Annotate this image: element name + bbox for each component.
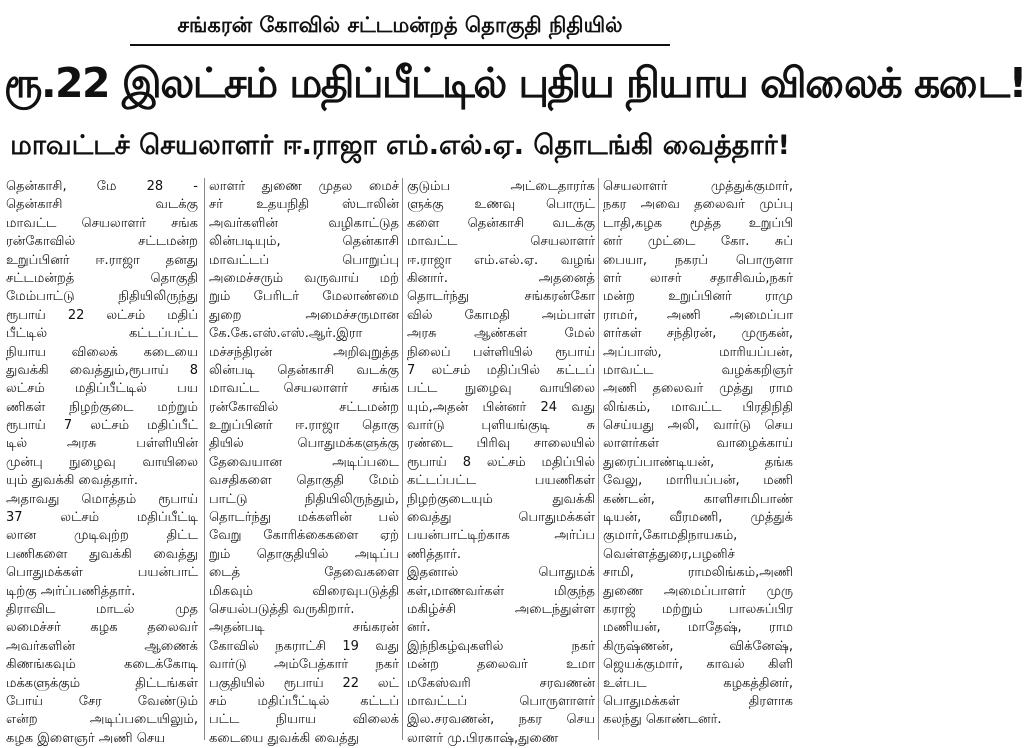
- text-line: பையா, நகரப் பொருளா: [603, 252, 793, 268]
- text-line: தொடர்ந்து சங்கரன்கோ: [407, 289, 595, 305]
- text-line: ராமர், அணி அமைப்பா: [603, 307, 793, 323]
- text-line: இல.சரவணன், நகர செய: [407, 712, 595, 728]
- text-line: மகேஸ்வரி சரவணன்: [407, 675, 595, 691]
- text-line: பீட்டில் கட்டப்பட்ட: [6, 326, 198, 342]
- text-line: குடும்ப அட்டைதாரர்க: [407, 179, 595, 194]
- text-line: ணிகள் நிழற்குடை மற்றும்: [6, 399, 198, 415]
- text-line: பொதுமக்கள் திரளாக: [603, 693, 793, 709]
- text-line: அதன்படி சங்கரன்: [209, 620, 399, 636]
- text-line: வார்டு புளியங்குடி சு: [407, 418, 595, 434]
- text-line: வார்டு அம்பேத்கார் நகர்: [209, 657, 399, 673]
- text-line: மன்ற தலைவர் உமா: [407, 657, 595, 673]
- text-line: கலந்து கொண்டனர்.: [603, 712, 722, 728]
- text-line: மாவட்ட வழக்கறிஞர்: [603, 362, 793, 378]
- text-line: தொடர்ந்து மக்களின் பல்: [209, 510, 399, 526]
- text-line: மாவட்ட செயலாளர் சங்க: [209, 381, 399, 397]
- text-line: கோவில் நகராட்சி 19 வது: [209, 638, 399, 654]
- text-line: நிலைப் பள்ளியில் ரூபாய்: [407, 344, 595, 360]
- text-line: லாளர்கள் வாழைக்காய்: [603, 436, 793, 452]
- text-line: துவக்கி வைத்தும்,ரூபாய் 8: [6, 362, 198, 378]
- text-line: இதனால் பொதுமக்: [407, 565, 595, 581]
- article-column-1: [6, 178, 198, 746]
- text-line: பொதுமக்கள் பயன்பாட்: [6, 565, 198, 581]
- text-line: லமைச்சர் கழக தலைவர்: [6, 620, 198, 636]
- text-line: 37 லட்சம் மதிப்பீட்டி: [6, 510, 198, 526]
- text-line: செயலாளர் முத்துக்குமார்,: [603, 179, 793, 194]
- text-line: அமைச்சரும் வருவாய் மற்: [209, 270, 399, 286]
- text-line: றும் பேரிடர் மேலாண்மை: [209, 289, 399, 305]
- text-line: துறை அமைச்சருமான: [209, 307, 399, 323]
- kicker-line: சங்கரன் கோவில் சட்டமன்றத் தொகுதி நிதியில்: [177, 13, 623, 37]
- text-line: கிணங்கவும் கடைக்கோடி: [6, 657, 198, 673]
- text-line: அவர்களின் ஆணைக்: [6, 638, 198, 654]
- text-line: னர்.: [407, 620, 431, 636]
- text-line: றும் தொகுதியில் அடிப்ப: [209, 546, 399, 562]
- text-line: போய் சேர வேண்டும்: [6, 693, 198, 709]
- text-line: பட்ட நுழைவு வாயிலை: [407, 381, 595, 397]
- text-line: டைத் தேவைகளை: [209, 565, 399, 581]
- text-line: செய்யது அலி, வார்டு செய: [603, 418, 793, 434]
- subheadline: மாவட்டச் செயலாளர் ஈ.ராஜா எம்.எல்.ஏ. தொடங்கி வைத்தார்!: [10, 130, 790, 161]
- kicker-underline: [130, 44, 670, 46]
- headline: ரூ.22 இலட்சம் மதிப்பீட்டில் புதிய நியாய விலைக் கடை!: [4, 59, 1026, 107]
- text-line: இந்நிகழ்வுகளில் நகர்: [407, 638, 595, 654]
- text-line: சம் மதிப்பீட்டில் கட்டப்: [209, 693, 399, 709]
- text-line: னர் முட்டை கோ. சுப்: [603, 234, 793, 250]
- text-line: கள்,மாணவர்கள் மிகுந்த: [407, 583, 595, 599]
- text-line: வசதிகளை தொகுதி மேம்: [209, 473, 399, 489]
- text-line: அப்பாஸ், மாரியப்பன்,: [603, 344, 793, 360]
- text-line: தியில் பொதுமக்களுக்கு: [209, 436, 399, 452]
- text-line: கினார். அதனைத்: [407, 270, 595, 286]
- text-line: மேம்பாட்டு நிதியிலிருந்து: [6, 289, 198, 305]
- text-line: ணித்தார்.: [407, 546, 461, 562]
- text-line: உறுப்பினர் ஈ.ராஜா தொகு: [209, 418, 399, 434]
- text-line: ஜெயக்குமார், காவல் கிளி: [603, 657, 793, 673]
- text-line: துணை அமைப்பாளர் முரு: [603, 583, 793, 599]
- text-line: வைத்து பொதுமக்கள்: [407, 510, 595, 526]
- text-line: வேலு, மாரியப்பன், மணி: [603, 473, 793, 489]
- text-line: யும்,அதன் பின்னர் 24 வது: [407, 399, 595, 415]
- text-line: மன்ற உறுப்பினர் ராமு: [603, 289, 793, 305]
- text-line: வேறு கோரிக்கைகளை ஏற்: [209, 528, 399, 544]
- text-line: டியன், வீரமணி, முத்துக்: [603, 510, 793, 526]
- text-line: பாட்டு நிதியிலிருந்தும்,: [209, 491, 399, 507]
- article-column-2: [209, 178, 399, 746]
- text-line: களை தென்காசி வடக்கு: [407, 215, 595, 231]
- text-line: ரூபாய் 22 லட்சம் மதிப்: [6, 307, 198, 323]
- text-line: செயல்படுத்தி வருகிறார்.: [209, 601, 355, 617]
- text-line: திராவிட மாடல் முத: [6, 601, 198, 617]
- text-line: ளர்கள் சந்திரன், முருகன்,: [603, 326, 793, 342]
- article-column-4: [603, 178, 793, 742]
- text-line: கடையை துவக்கி வைத்து: [209, 730, 359, 746]
- text-line: கழக இளைஞர் அணி செய: [6, 730, 166, 746]
- text-line: மகிழ்ச்சி அடைந்துள்ள: [407, 601, 595, 617]
- text-line: நியாய விலைக் கடையை: [6, 344, 198, 360]
- text-line: அவர்களின் வழிகாட்டுத: [209, 215, 399, 231]
- text-line: முன்பு நுழைவு வாயிலை: [6, 454, 198, 470]
- text-line: லாளர் துணை முதல மைச்: [209, 179, 399, 194]
- text-line: பகுதியில் ரூபாய் 22 லட்: [209, 675, 399, 691]
- text-line: டில் அரசு பள்ளியின்: [6, 436, 198, 452]
- text-line: மணியன், மாதேஷ், ராம: [603, 620, 793, 636]
- text-line: அதாவது மொத்தம் ரூபாய்: [6, 491, 198, 507]
- text-line: லின்படி தென்காசி வடக்கு: [209, 362, 399, 378]
- text-line: கராஜ் மற்றும் பாலசுப்பிர: [603, 601, 793, 617]
- text-line: லிங்கம், மாவட்ட பிரதிநிதி: [603, 399, 793, 415]
- text-line: லட்சம் மதிப்பீட்டில் பய: [6, 381, 198, 397]
- text-line: யும் துவக்கி வைத்தார்.: [6, 473, 138, 489]
- text-line: தேவையான அடிப்படை: [209, 454, 399, 470]
- text-line: ரன்கோவில் சட்டமன்ற: [209, 399, 399, 415]
- text-line: ளுக்கு உணவு பொருட்: [407, 197, 595, 213]
- text-line: துரைப்பாண்டியன், தங்க: [603, 454, 793, 470]
- text-line: சாமி, ராமலிங்கம்,அணி: [603, 565, 793, 581]
- text-line: லாளர் மு.பிரகாஷ்,துணை: [407, 730, 559, 746]
- text-line: உள்பட கழகத்தினர்,: [603, 675, 793, 691]
- text-line: நகர அவை தலைவர் முப்பு: [603, 197, 793, 213]
- text-line: கண்டன், காளிசாமிபாண்: [603, 491, 793, 507]
- text-line: அரசு ஆண்கள் மேல்: [407, 326, 595, 342]
- text-line: ஈ.ராஜா எம்.எல்.ஏ. வழங்: [407, 252, 595, 268]
- text-line: மச்சந்திரன் அறிவுறுத்த: [209, 344, 399, 360]
- text-line: பணிகளை துவக்கி வைத்து: [6, 546, 198, 562]
- text-line: ளர் லாசர் சதாசிவம்,நகர்: [603, 270, 793, 286]
- text-line: கட்டப்பட்ட பயணிகள்: [407, 473, 595, 489]
- text-line: லின்படியும், தென்காசி: [209, 234, 399, 250]
- text-line: மக்களுக்கும் திட்டங்கள்: [6, 675, 198, 691]
- text-line: தென்காசி வடக்கு: [6, 197, 198, 213]
- text-line: மாவட்டப் பொறுப்பு: [209, 252, 399, 268]
- text-line: ரூபாய் 7 லட்சம் மதிப்பீட்: [6, 418, 198, 434]
- text-line: மாவட்ட செயலாளர்: [407, 234, 595, 250]
- text-line: 7 லட்சம் மதிப்பில் கட்டப்: [407, 362, 595, 378]
- text-line: லான முடிவுற்ற திட்ட: [6, 528, 198, 544]
- text-line: டாதி,கழக மூத்த உறுப்பி: [603, 215, 793, 231]
- text-line: நிழற்குடையும் துவக்கி: [407, 491, 595, 507]
- text-line: கிருஷ்ணன், விக்னேஷ்,: [603, 638, 793, 654]
- text-line: வில் கோமதி அம்பாள்: [407, 307, 595, 323]
- text-line: அணி தலைவர் முத்து ராம: [603, 381, 793, 397]
- article-body: [6, 178, 794, 746]
- text-line: பயன்பாட்டிற்காக அர்ப்ப: [407, 528, 595, 544]
- text-line: மாவட்டப் பொருளாளர்: [407, 693, 595, 709]
- text-line: உறுப்பினர் ஈ.ராஜா தனது: [6, 252, 198, 268]
- text-line: வெள்ளத்துரை,பழனிச்: [603, 546, 735, 562]
- text-line: ரண்டை பிரிவு சாலையில்: [407, 436, 595, 452]
- text-line: குமார்,கோமதிநாயகம்,: [603, 528, 738, 544]
- text-line: மாவட்ட செயலாளர் சங்க: [6, 215, 198, 231]
- text-line: தென்காசி, மே 28 -: [6, 179, 198, 194]
- text-line: கே.கே.எஸ்.எஸ்.ஆர்.இரா: [209, 326, 363, 342]
- text-line: மிகவும் விரைவுபடுத்தி: [209, 583, 399, 599]
- text-line: டிற்கு அர்ப்பணித்தார்.: [6, 583, 136, 599]
- text-line: சர் உதயநிதி ஸ்டாலின்: [209, 197, 399, 213]
- text-line: ரூபாய் 8 லட்சம் மதிப்பில்: [407, 454, 595, 470]
- text-line: சட்டமன்றத் தொகுதி: [6, 270, 198, 286]
- article-column-3: [407, 178, 595, 746]
- text-line: ரன்கோவில் சட்டமன்ற: [6, 234, 198, 250]
- text-line: என்ற அடிப்படையிலும்,: [6, 712, 198, 728]
- text-line: பட்ட நியாய விலைக்: [209, 712, 399, 728]
